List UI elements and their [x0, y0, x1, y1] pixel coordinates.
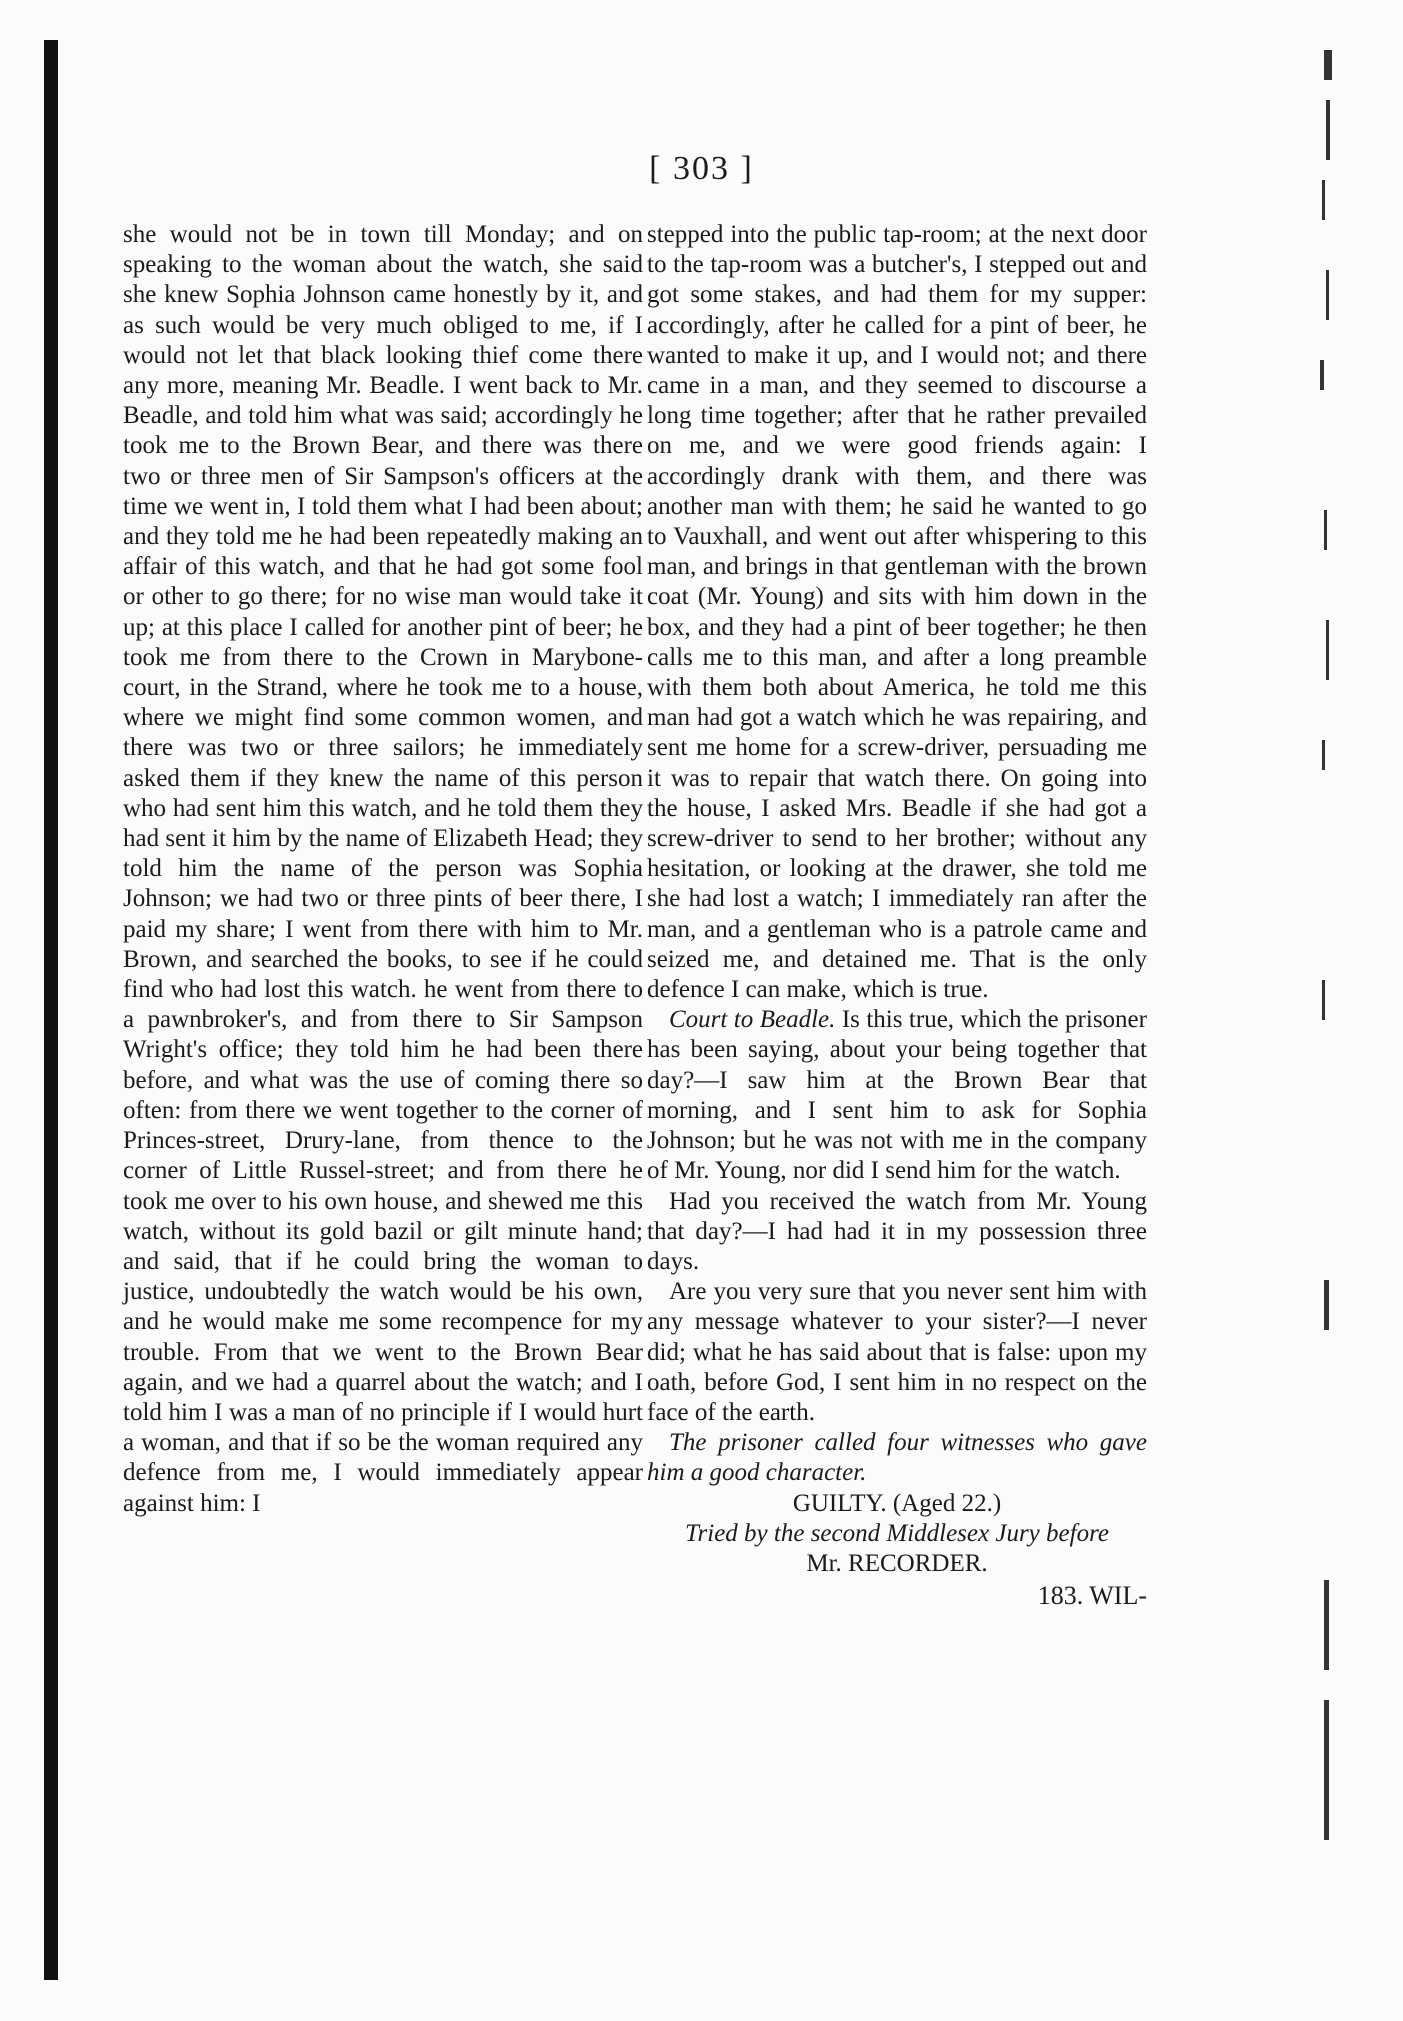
page-binding-shadow: [44, 40, 58, 1980]
right-column: [647, 220, 1147, 1611]
left-column-text: she would not be in town till Monday; and on speaking to the woman about the watch, she said she knew Sophia Johnson came honestly by it, and as such would be very much obliged to me, if I would not let that black looking thief come there any more, meaning Mr. Beadle. I went back to Mr. Beadle, and told him what was said; accordingly he took me to the Brown Bear, and there was there two or three men of Sir Sampson's officers at the time we went in, I told them what I had been about; and they told me he had been repeatedly making an affair of this watch, and that he had got some fool or other to go there; for no wise man would take it up; at this place I called for another pint of beer; he took me from there to the Crown in Marybone-court, in the Strand, where he took me to a house, where we might find some common women, and there was two or three sailors; he immediately asked them if they knew the name of this person who had sent him this watch, and he told them they had sent it him by the name of Elizabeth Head; they told him the name of the person was Sophia Johnson; we had two or three pints of beer there, I paid my share; I went from there with him to Mr. Brown, and searched the books, to see if he could find who had lost this watch. he went from there to a pawnbroker's, and from there to Sir Sampson Wright's office; they told him he had been there before, and what was the use of coming there so often: from there we went together to the corner of Princes-street, Drury-lane, from thence to the corner of Little Russel-street; and from there he took me over to his own house, and shewed me this watch, without its gold bazil or gilt minute hand; and said, that if he could bring the woman to justice, undoubtedly the watch would be his own, and he would make me some recompence for my trouble. From that we went to the Brown Bear again, and we had a quarrel about the watch; and I told him I was a man of no principle if I would hurt a woman, and that if so be the woman required any defence from me, I would immediately appear against him: I: [123, 221, 643, 1517]
witnesses-note: The prisoner called four witnesses who gave him a good character.: [647, 1429, 1147, 1487]
left-column: [123, 220, 643, 1519]
page-number-header: [ 303 ]: [649, 150, 754, 187]
catchword: 183. WIL-: [1037, 1581, 1147, 1611]
watch-possession-paragraph: Had you received the watch from Mr. Young that day?—I had had it in my possession three days.: [647, 1187, 1147, 1275]
message-question-paragraph: Are you very sure that you never sent him with any message whatever to your sister?—I never did; what he has said about that is false: upon my oath, before God, I sent him in no respect on the face of the earth.: [647, 1278, 1147, 1426]
court-to-beadle-lead: Court to Beadle.: [669, 1006, 836, 1034]
page-edge-specks: [1300, 40, 1360, 1980]
recorder-line: Mr. RECORDER.: [806, 1549, 988, 1577]
court-question-text: Is this true, which the prisoner has been saying, about your being together that day?—I saw him at the Brown Bear that morning, and I sent him to ask for Sophia Johnson; but he was not with me in the company of Mr. Young, nor did I send him for the watch.: [647, 1006, 1147, 1185]
court-question-paragraph: [647, 1005, 1147, 1186]
verdict-line: GUILTY. (Aged 22.): [792, 1489, 1002, 1517]
tried-by-line: Tried by the second Middlesex Jury before: [685, 1519, 1109, 1547]
defence-paragraph: stepped into the public tap-room; at the next door to the tap-room was a butcher's, I stepped out and got some stakes, and had them for my supper: accordingly, after he called for a pint of beer, he wanted to make it up, and I would not; and there came in a man, and they seemed to discourse a long time together; after that he rather prevailed on me, and we were good friends again: I accordingly drank with them, and there was another man with them; he said he wanted to go to Vauxhall, and went out after whispering to this man, and brings in that gentleman with the brown coat (Mr. Young) and sits with him down in the box, and they had a pint of beer together; he then calls me to this man, and after a long preamble with them both about America, he told me this man had got a watch which he was repairing, and sent me home for a screw-driver, persuading me it was to repair that watch there. On going into the house, I asked Mrs. Beadle if she had got a screw-driver to send to her brother; without any hesitation, or looking at the drawer, she told me she had lost a watch; I immediately ran after the man, and a gentleman who is a patrole came and seized me, and detained me. That is the only defence I can make, which is true.: [647, 221, 1147, 1004]
